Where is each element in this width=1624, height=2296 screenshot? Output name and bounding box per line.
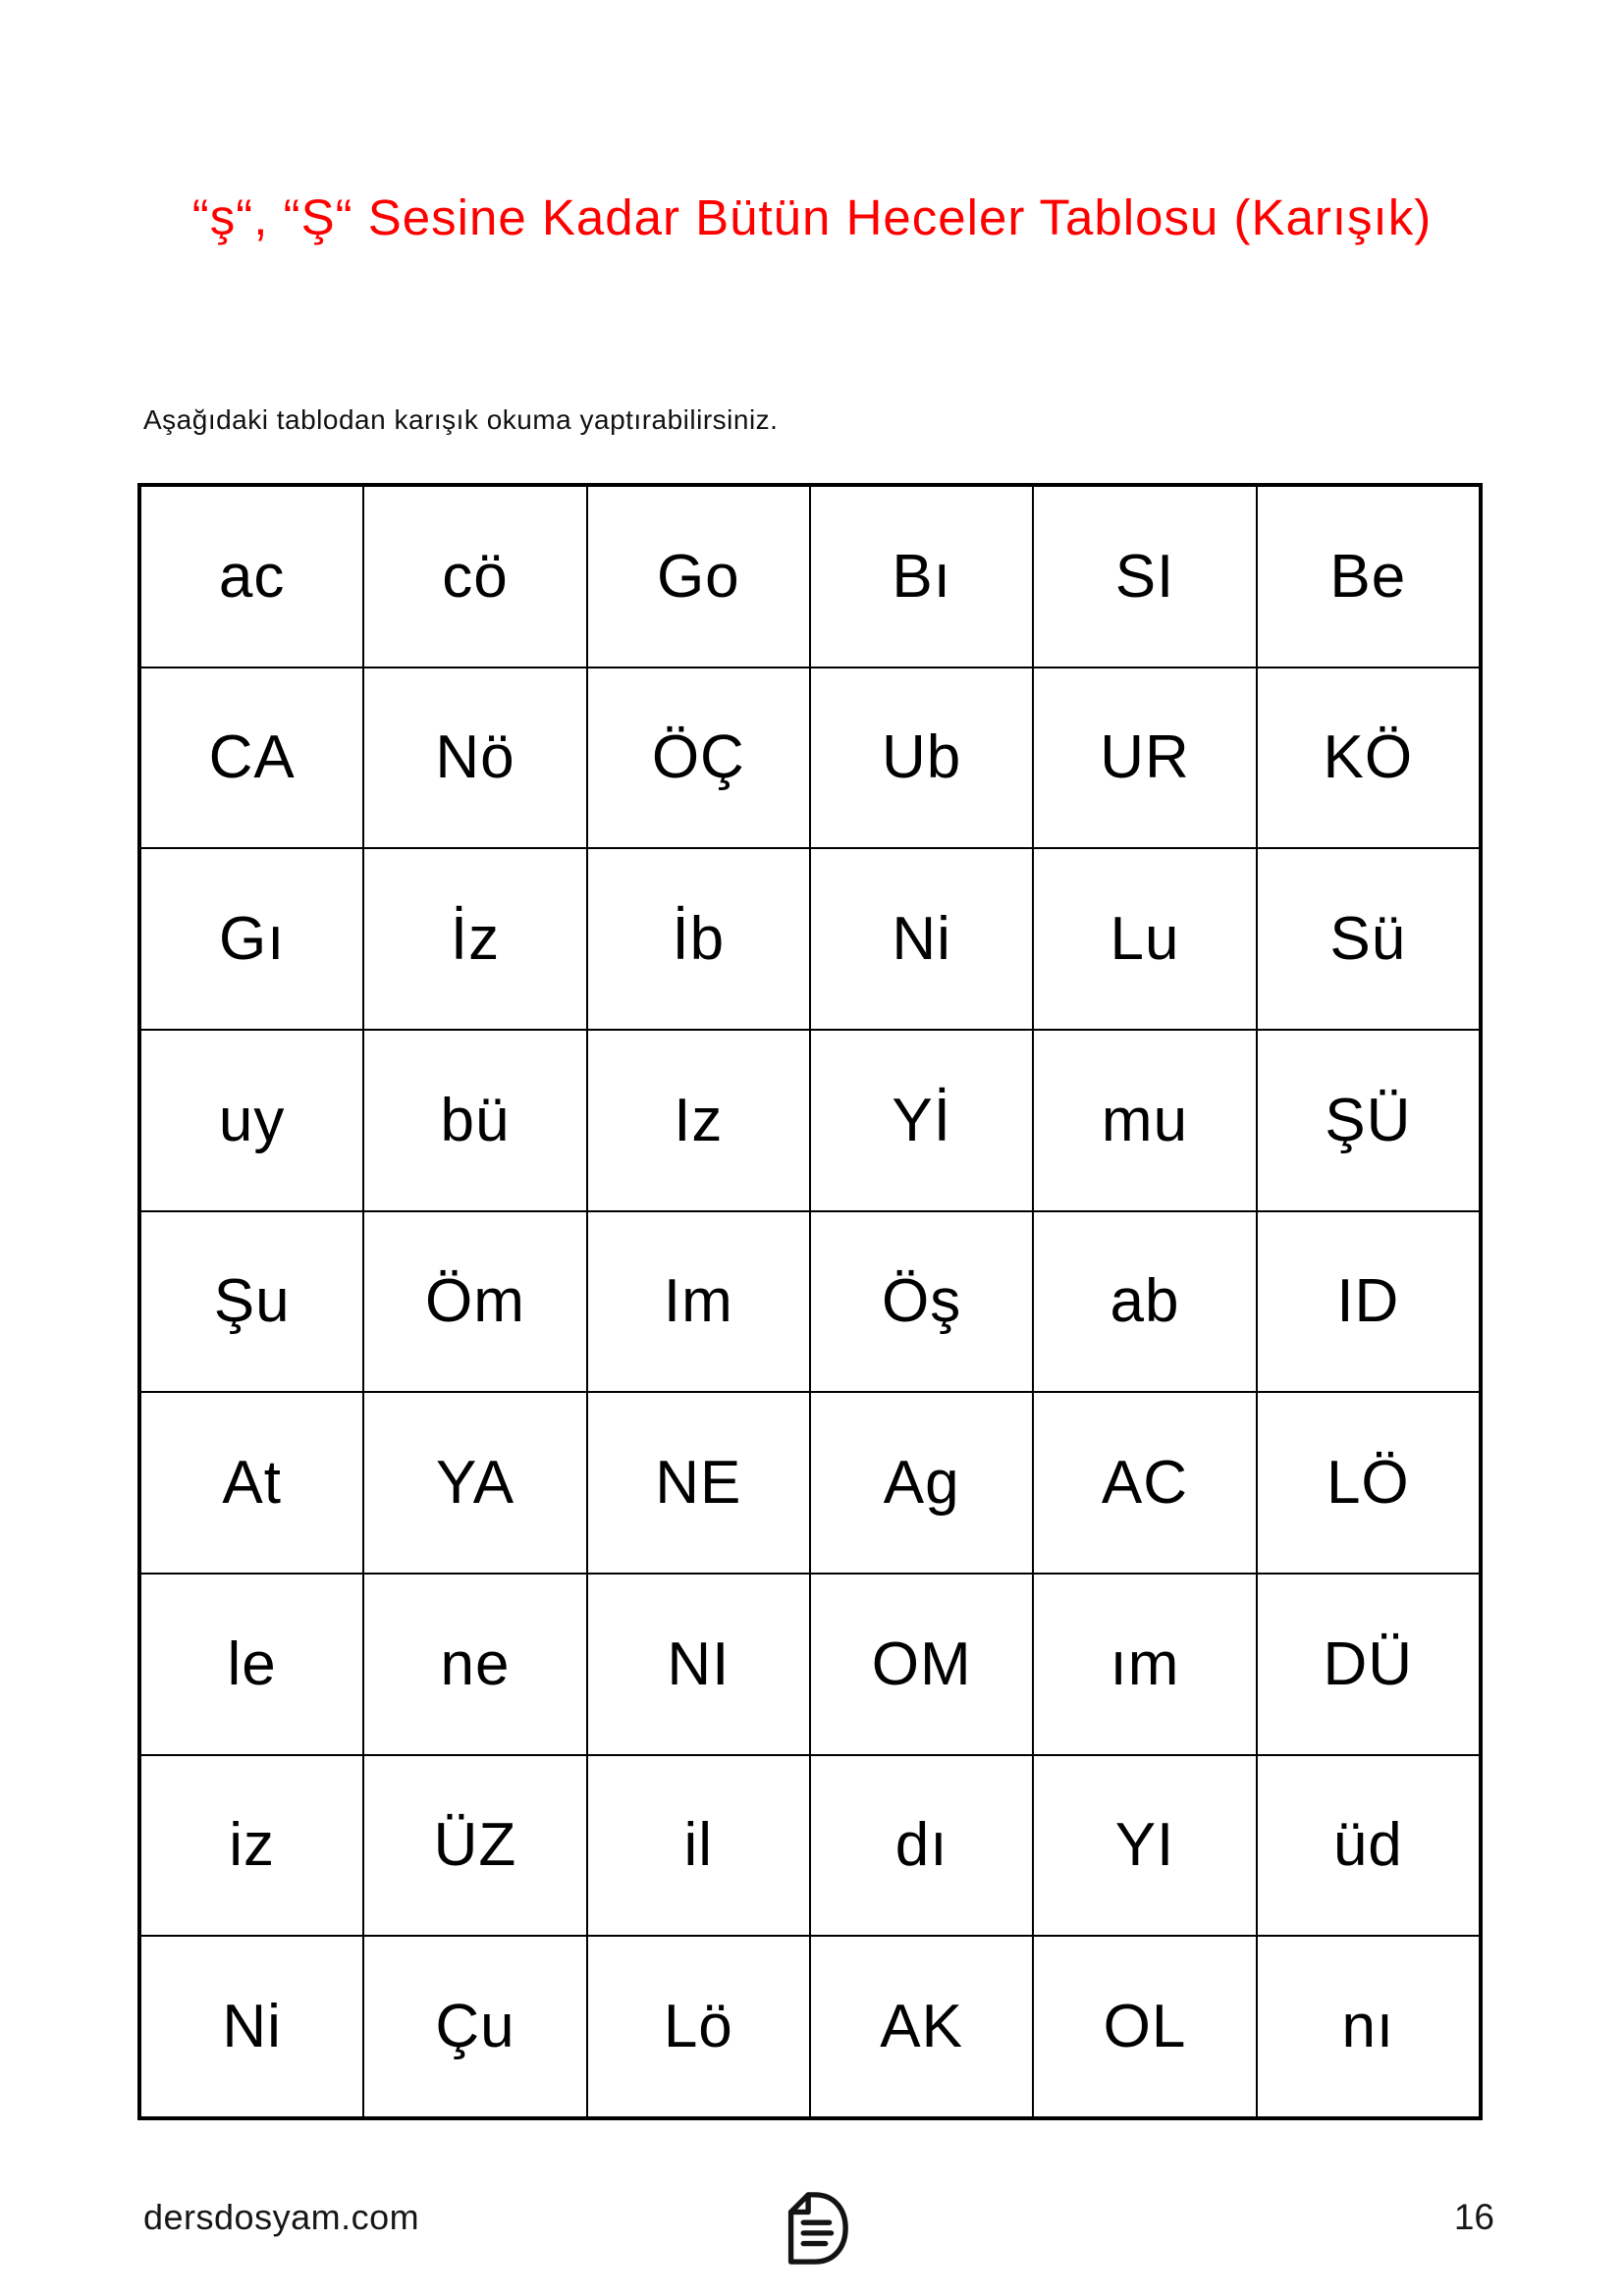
- page-number: 16: [1453, 2197, 1494, 2237]
- syllable-cell: ŞÜ: [1257, 1030, 1480, 1211]
- page-title: “ş“, “Ş“ Sesine Kadar Bütün Heceler Tablosu (Karışık): [191, 189, 1433, 245]
- syllable-cell: ÖÇ: [587, 667, 810, 849]
- syllable-cell: Nö: [363, 667, 586, 849]
- syllable-cell: le: [140, 1574, 363, 1755]
- syllable-cell: NE: [587, 1392, 810, 1574]
- syllable-cell: Go: [587, 486, 810, 667]
- syllable-cell: KÖ: [1257, 667, 1480, 849]
- syllable-cell: Gı: [140, 848, 363, 1030]
- syllable-cell: Şu: [140, 1211, 363, 1393]
- syllable-cell: Bı: [810, 486, 1033, 667]
- syllable-cell: Yİ: [810, 1030, 1033, 1211]
- syllable-cell: iz: [140, 1755, 363, 1937]
- syllable-cell: Iz: [587, 1030, 810, 1211]
- syllable-cell: ab: [1033, 1211, 1256, 1393]
- syllable-cell: DÜ: [1257, 1574, 1480, 1755]
- syllable-cell: YI: [1033, 1755, 1256, 1937]
- syllable-cell: At: [140, 1392, 363, 1574]
- syllable-cell: CA: [140, 667, 363, 849]
- syllable-cell: ım: [1033, 1574, 1256, 1755]
- syllable-cell: Öm: [363, 1211, 586, 1393]
- syllable-cell: bü: [363, 1030, 586, 1211]
- syllable-cell: Lu: [1033, 848, 1256, 1030]
- syllable-cell: ne: [363, 1574, 586, 1755]
- syllable-cell: Sü: [1257, 848, 1480, 1030]
- syllable-cell: nı: [1257, 1936, 1480, 2117]
- syllable-cell: OM: [810, 1574, 1033, 1755]
- syllable-cell: üd: [1257, 1755, 1480, 1937]
- syllable-cell: cö: [363, 486, 586, 667]
- syllable-cell: Çu: [363, 1936, 586, 2117]
- syllable-cell: Ub: [810, 667, 1033, 849]
- syllable-cell: mu: [1033, 1030, 1256, 1211]
- syllable-cell: Ni: [810, 848, 1033, 1030]
- syllable-cell: ÜZ: [363, 1755, 586, 1937]
- syllable-cell: ID: [1257, 1211, 1480, 1393]
- document-logo-icon: [775, 2187, 851, 2269]
- syllable-cell: AK: [810, 1936, 1033, 2117]
- syllable-cell: Im: [587, 1211, 810, 1393]
- syllable-cell: UR: [1033, 667, 1256, 849]
- syllable-cell: AC: [1033, 1392, 1256, 1574]
- syllable-cell: Ni: [140, 1936, 363, 2117]
- syllable-cell: Öş: [810, 1211, 1033, 1393]
- syllable-cell: OL: [1033, 1936, 1256, 2117]
- syllable-cell: İz: [363, 848, 586, 1030]
- syllable-cell: YA: [363, 1392, 586, 1574]
- syllable-table: [137, 483, 1483, 2120]
- syllable-cell: SI: [1033, 486, 1256, 667]
- syllable-cell: ac: [140, 486, 363, 667]
- syllable-cell: Be: [1257, 486, 1480, 667]
- syllable-cell: İb: [587, 848, 810, 1030]
- instruction-text: Aşağıdaki tablodan karışık okuma yaptırabilirsiniz.: [143, 404, 779, 435]
- syllable-cell: LÖ: [1257, 1392, 1480, 1574]
- syllable-cell: dı: [810, 1755, 1033, 1937]
- syllable-cell: il: [587, 1755, 810, 1937]
- footer-website-text: dersdosyam.com: [143, 2197, 420, 2237]
- syllable-cell: NI: [587, 1574, 810, 1755]
- syllable-cell: Lö: [587, 1936, 810, 2117]
- syllable-cell: uy: [140, 1030, 363, 1211]
- syllable-cell: Ag: [810, 1392, 1033, 1574]
